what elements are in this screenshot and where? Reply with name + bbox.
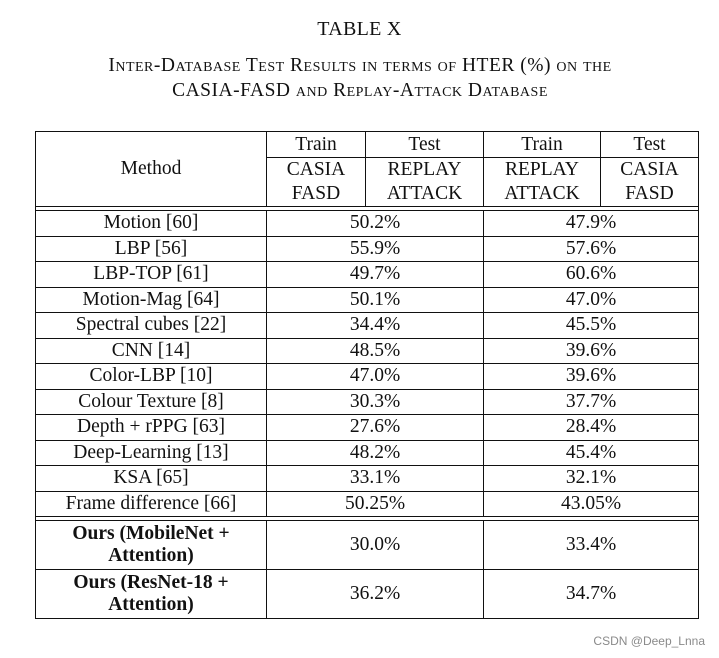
watermark: CSDN @Deep_Lnna <box>593 634 705 648</box>
col1-role-header: Train <box>267 132 366 158</box>
method-cell: Motion-Mag [64] <box>36 287 267 313</box>
replay-to-casia-hter-cell: 28.4% <box>484 415 699 441</box>
replay-to-casia-hter-cell: 47.0% <box>484 287 699 313</box>
replay-to-casia-hter-cell: 32.1% <box>484 466 699 492</box>
method-cell: LBP-TOP [61] <box>36 262 267 288</box>
method-cell: CNN [14] <box>36 338 267 364</box>
ours-row <box>36 570 699 619</box>
method-cell: Spectral cubes [22] <box>36 313 267 339</box>
replay-to-casia-hter-cell: 45.5% <box>484 313 699 339</box>
method-column-header: Method <box>36 132 267 207</box>
casia-to-replay-hter-cell: 48.5% <box>267 338 484 364</box>
ours-casia-to-replay-hter-cell: 36.2% <box>267 570 484 619</box>
hter-results-table <box>35 131 699 619</box>
replay-to-casia-hter-cell: 43.05% <box>484 491 699 517</box>
method-cell: Deep-Learning [13] <box>36 440 267 466</box>
casia-to-replay-hter-cell: 50.2% <box>267 211 484 237</box>
casia-to-replay-hter-cell: 50.25% <box>267 491 484 517</box>
col4-db-header-line2: FASD <box>601 182 699 207</box>
col1-db-header-line1: CASIA <box>267 158 366 183</box>
method-cell: Depth + rPPG [63] <box>36 415 267 441</box>
table-row <box>36 236 699 262</box>
col3-db-header-line1: REPLAY <box>484 158 601 183</box>
table-row <box>36 491 699 517</box>
ours-row <box>36 521 699 570</box>
table-row <box>36 364 699 390</box>
table-row <box>36 262 699 288</box>
ours-method-line2: Attention) <box>108 545 194 566</box>
table-row <box>36 389 699 415</box>
ours-casia-to-replay-hter-cell: 30.0% <box>267 521 484 570</box>
method-cell: KSA [65] <box>36 466 267 492</box>
ours-method-cell <box>36 521 267 570</box>
table-caption <box>40 53 680 103</box>
ours-replay-to-casia-hter-cell: 33.4% <box>484 521 699 570</box>
ours-replay-to-casia-hter-cell: 34.7% <box>484 570 699 619</box>
table-label: TABLE X <box>317 18 402 40</box>
replay-to-casia-hter-cell: 60.6% <box>484 262 699 288</box>
col3-db-header-line2: ATTACK <box>484 182 601 207</box>
table-row <box>36 440 699 466</box>
col4-db-header-line1: CASIA <box>601 158 699 183</box>
table-row <box>36 338 699 364</box>
ours-method-line1: Ours (MobileNet + <box>72 523 230 544</box>
ours-method-line2: Attention) <box>108 594 194 615</box>
replay-to-casia-hter-cell: 47.9% <box>484 211 699 237</box>
method-cell: Motion [60] <box>36 211 267 237</box>
casia-to-replay-hter-cell: 49.7% <box>267 262 484 288</box>
ours-method-line1: Ours (ResNet-18 + <box>73 572 229 593</box>
method-cell: Color-LBP [10] <box>36 364 267 390</box>
table-row <box>36 466 699 492</box>
col2-role-header: Test <box>366 132 484 158</box>
casia-to-replay-hter-cell: 55.9% <box>267 236 484 262</box>
header-row-roles <box>36 132 699 158</box>
table-caption-line-1: Inter-Database Test Results in terms of HTER (%) on the <box>108 55 612 76</box>
table-row <box>36 211 699 237</box>
casia-to-replay-hter-cell: 48.2% <box>267 440 484 466</box>
table-caption-line-2: CASIA-FASD and Replay-Attack Database <box>172 80 548 101</box>
casia-to-replay-hter-cell: 30.3% <box>267 389 484 415</box>
casia-to-replay-hter-cell: 27.6% <box>267 415 484 441</box>
col1-db-header-line2: FASD <box>267 182 366 207</box>
casia-to-replay-hter-cell: 50.1% <box>267 287 484 313</box>
col4-role-header: Test <box>601 132 699 158</box>
col3-role-header: Train <box>484 132 601 158</box>
method-cell: Frame difference [66] <box>36 491 267 517</box>
table-row <box>36 313 699 339</box>
col2-db-header-line2: ATTACK <box>366 182 484 207</box>
casia-to-replay-hter-cell: 33.1% <box>267 466 484 492</box>
replay-to-casia-hter-cell: 37.7% <box>484 389 699 415</box>
replay-to-casia-hter-cell: 39.6% <box>484 338 699 364</box>
col2-db-header-line1: REPLAY <box>366 158 484 183</box>
table-row <box>36 415 699 441</box>
method-cell: Colour Texture [8] <box>36 389 267 415</box>
replay-to-casia-hter-cell: 57.6% <box>484 236 699 262</box>
method-cell: LBP [56] <box>36 236 267 262</box>
replay-to-casia-hter-cell: 39.6% <box>484 364 699 390</box>
casia-to-replay-hter-cell: 34.4% <box>267 313 484 339</box>
table-row <box>36 287 699 313</box>
replay-to-casia-hter-cell: 45.4% <box>484 440 699 466</box>
ours-method-cell <box>36 570 267 619</box>
casia-to-replay-hter-cell: 47.0% <box>267 364 484 390</box>
